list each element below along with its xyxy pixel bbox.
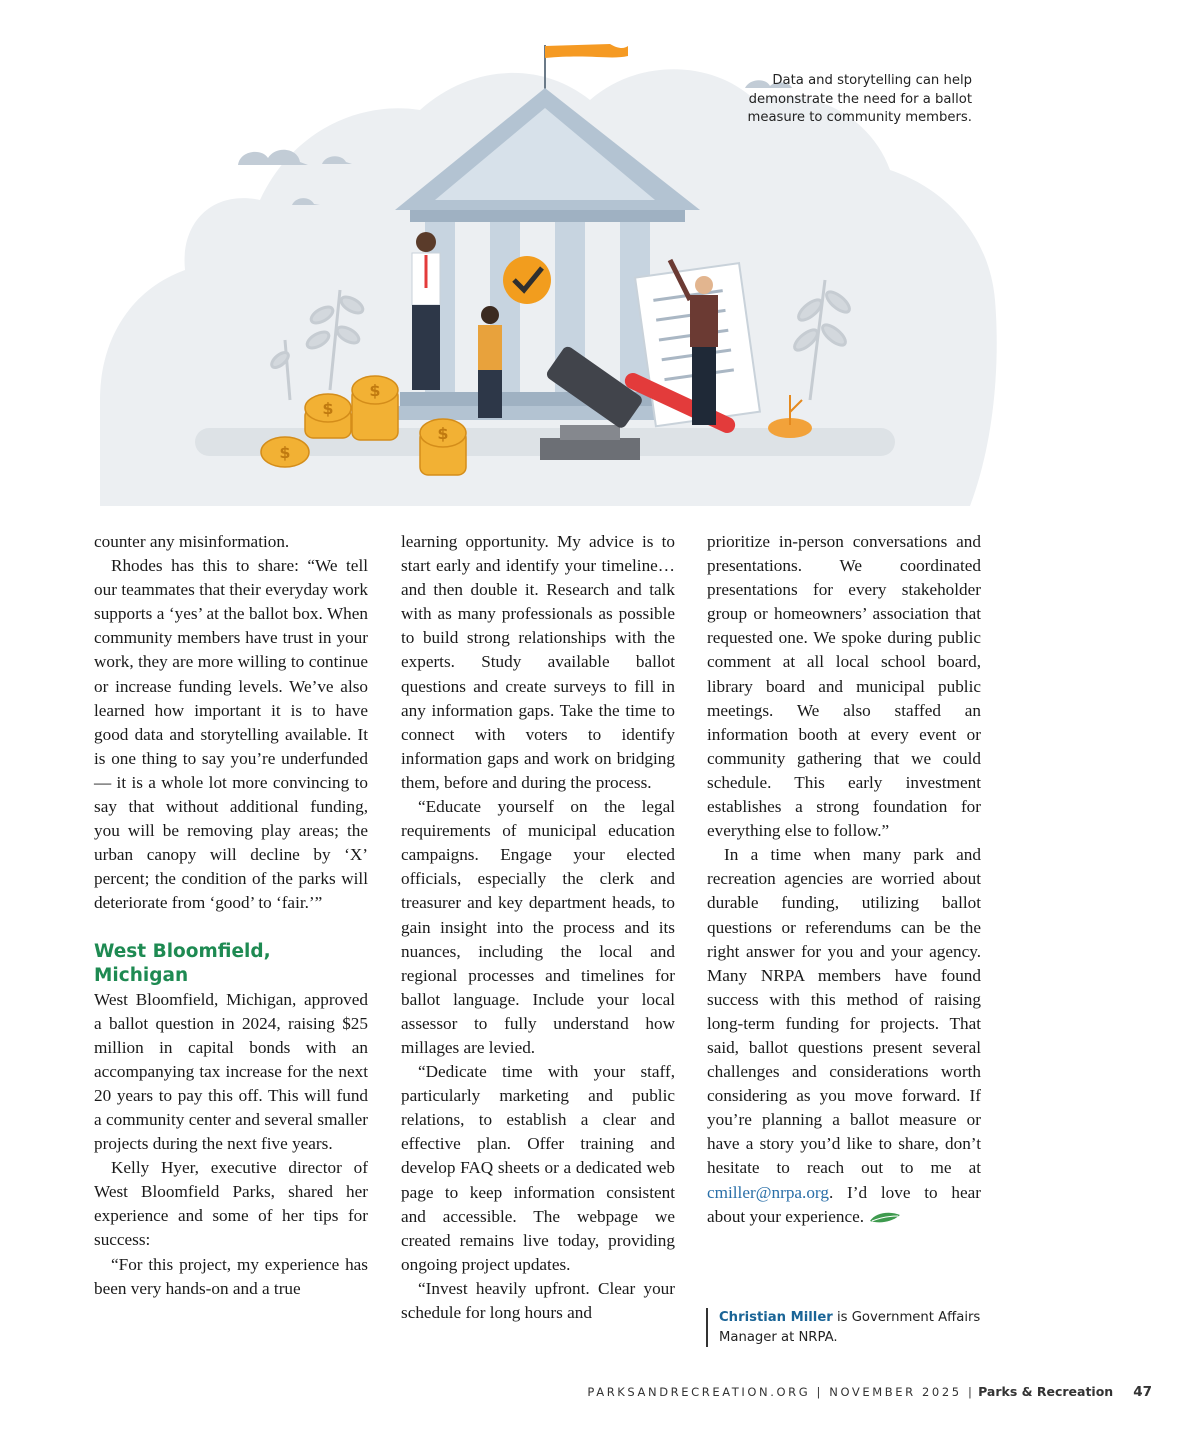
section-subheading: West Bloomfield, Michigan xyxy=(94,940,271,986)
paragraph-text: In a time when many park and recreation agencies are worried about durable funding, utilizing ballot questions or referendums can be the right answer for you and your agency. Many NRPA members have found success with this method of raising long-term funding for projects. That said, ballot questions present several challenges and considerations worth considering as you move forward. If you’re planning a ballot measure or have a story you’d like to share, don’t hesitate to reach out to me at xyxy=(707,845,981,1178)
leaf-icon xyxy=(868,1211,902,1225)
person-icon xyxy=(412,232,440,390)
paragraph: “For this project, my experience has been very hands-on and a true xyxy=(94,1254,368,1298)
paragraph: prioritize in-person conversations and presentations. We coordinated presentations for every stakeholder group or homeowners’ association that requested one. We spoke during public comment at all local school board, library board and municipal public meetings. We also staffed an information booth at every event or community gathering that we could schedule. This early investment establishes a strong foundation for everything else to follow.” xyxy=(707,532,981,841)
checkmark-icon xyxy=(503,256,551,304)
illustration-caption: Data and storytelling can help demonstrate the need for a ballot measure to community members. xyxy=(747,73,972,126)
paragraph: counter any misinformation. xyxy=(94,532,290,551)
paragraph: Kelly Hyer, executive director of West Bloomfield Parks, shared her experience and some of her tips for success: xyxy=(94,1158,368,1250)
email-link[interactable]: cmiller@nrpa.org xyxy=(707,1182,829,1202)
paragraph-text: . I’d love to hear about your experience. xyxy=(707,1182,981,1226)
footer-issue: NOVEMBER 2025 xyxy=(829,1385,962,1399)
footer-site: PARKSANDRECREATION.ORG xyxy=(587,1385,811,1399)
paragraph: learning opportunity. My advice is to start early and identify your timeline…and then double it. Research and talk with as many professionals as possible to build strong relationships with the experts. Study available ballot questions and create surveys to fill in any information gaps. Take the time to connect with voters to identify information gaps and work on bridging them, before and during the process. xyxy=(401,532,675,792)
author-bio-text: is Government Affairs Manager at NRPA. xyxy=(719,1310,981,1345)
author-bio xyxy=(706,1308,999,1347)
svg-text:$: $ xyxy=(369,381,381,400)
page-number: 47 xyxy=(1133,1384,1152,1400)
author-name: Christian Miller xyxy=(719,1310,833,1325)
paragraph: “Educate yourself on the legal requirements of municipal education campaigns. Engage your elected officials, especially the clerk and treasurer and key department heads, to gain insight into the process and its nuances, including the local and regional processes and timelines for ballot language. Include your local assessor to fully understand how millages are levied. xyxy=(401,797,675,1057)
paragraph: Rhodes has this to share: “We tell our teammates that their everyday work supports a ‘yes’ at the ballot box. When community members have trust in your work, they are more willing to continue or increase funding levels. We’ve also learned how important it is to have good data and storytelling available. It is one thing to say you’re underfunded — it is a whole lot more convincing to say that without additional funding, you will be removing play areas; the urban canopy will decline by ‘X’ percent; the condition of the parks will deteriorate from ‘good’ to ‘fair.’” xyxy=(94,556,368,913)
paragraph: West Bloomfield, Michigan, approved a ballot question in 2024, raising $25 million in capital bonds with an accompanying tax increase for the next 20 years to pay this off. This will fund a community center and several smaller projects during the next five years. xyxy=(94,989,368,1154)
article-column-3 xyxy=(707,530,981,1229)
closing-paragraph xyxy=(707,843,981,1229)
page-footer xyxy=(0,1384,1152,1400)
paragraph: “Invest heavily upfront. Clear your schedule for long hours and xyxy=(401,1278,675,1322)
footer-separator: | xyxy=(816,1385,824,1399)
article-column-1 xyxy=(94,530,368,1301)
svg-text:$: $ xyxy=(437,424,449,443)
svg-text:$: $ xyxy=(279,443,291,462)
footer-magazine-title: Parks & Recreation xyxy=(978,1384,1114,1399)
article-column-2 xyxy=(401,530,675,1325)
svg-text:$: $ xyxy=(322,399,334,418)
footer-separator: | xyxy=(967,1385,975,1399)
flag-icon xyxy=(545,44,628,58)
paragraph: “Dedicate time with your staff, particularly marketing and public relations, to establish a clear and effective plan. Offer training and develop FAQ sheets or a dedicated web page to keep information consistent and accessible. The webpage we created remains live today, providing ongoing project updates. xyxy=(401,1062,675,1274)
